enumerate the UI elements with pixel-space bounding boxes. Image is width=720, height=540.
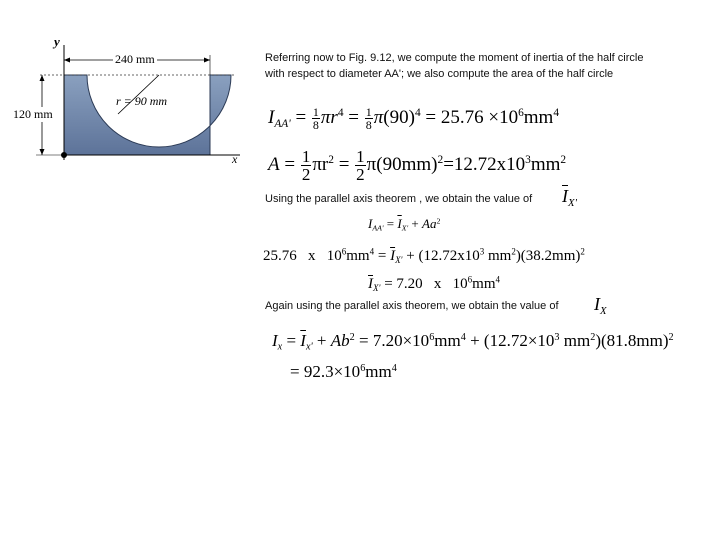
area-equation: A = $\frac{1}{2}$ $\pi r^2$ = $\frac{1}{2}$ $\pi(90mm)^2=12.72x10^3mm^2$ (268, 147, 567, 184)
y-axis-label: y (54, 34, 60, 49)
parallel-axis-formula: $I_{AA'} = \overline{I}_{X'} + Aa^2$ (368, 216, 441, 233)
height-label: 120 mm (13, 107, 53, 121)
ix-equation-line-2: = $92.3\times 10^6mm^4$ (290, 362, 397, 381)
ix-equation-line-1: $I_x = \overline{I}_{x'} + Ab^2 = 7.20\times 10^6mm^4 + (12.72\times 10^3$ $mm^2)(81.8mm)^2$ (272, 331, 674, 353)
step1-equation: 25.76 x $10^6mm^4 = \overline{I}_{X'} + (12.72x10^3$ $mm^2)(38.2mm)^2$ (263, 246, 585, 266)
parallel-axis-text: Using the parallel axis theorem , we obtain the value of (265, 193, 533, 205)
x-axis-label: x (232, 152, 238, 166)
plate-shape (64, 75, 231, 155)
intro-text-line-1: Referring now to Fig. 9.12, we compute the moment of inertia of the half circle (265, 52, 644, 64)
width-label: 240 mm (115, 52, 155, 66)
radius-label: r = 90 mm (116, 94, 168, 108)
intro-text-line-2: with respect to diameter AA'; we also compute the area of the half circle (265, 68, 614, 80)
ix-symbol: $I_X$ (594, 294, 607, 317)
step2-equation: $\overline{I}_{X'} = 7.20$ x $10^6mm^4$ (368, 274, 500, 294)
ix-prime-symbol: $\overline{I}_{X'}$ (562, 186, 577, 209)
again-parallel-text: Again using the parallel axis theorem, we obtain the value of (265, 300, 559, 312)
iaa-equation: $I_{AA'}$ = $\frac{1}{8}$ $\pi r^4$ = $\frac{1}{8}$ $\pi(90)^4 = 25.76 \times 10^6mm^4$ (268, 105, 560, 132)
